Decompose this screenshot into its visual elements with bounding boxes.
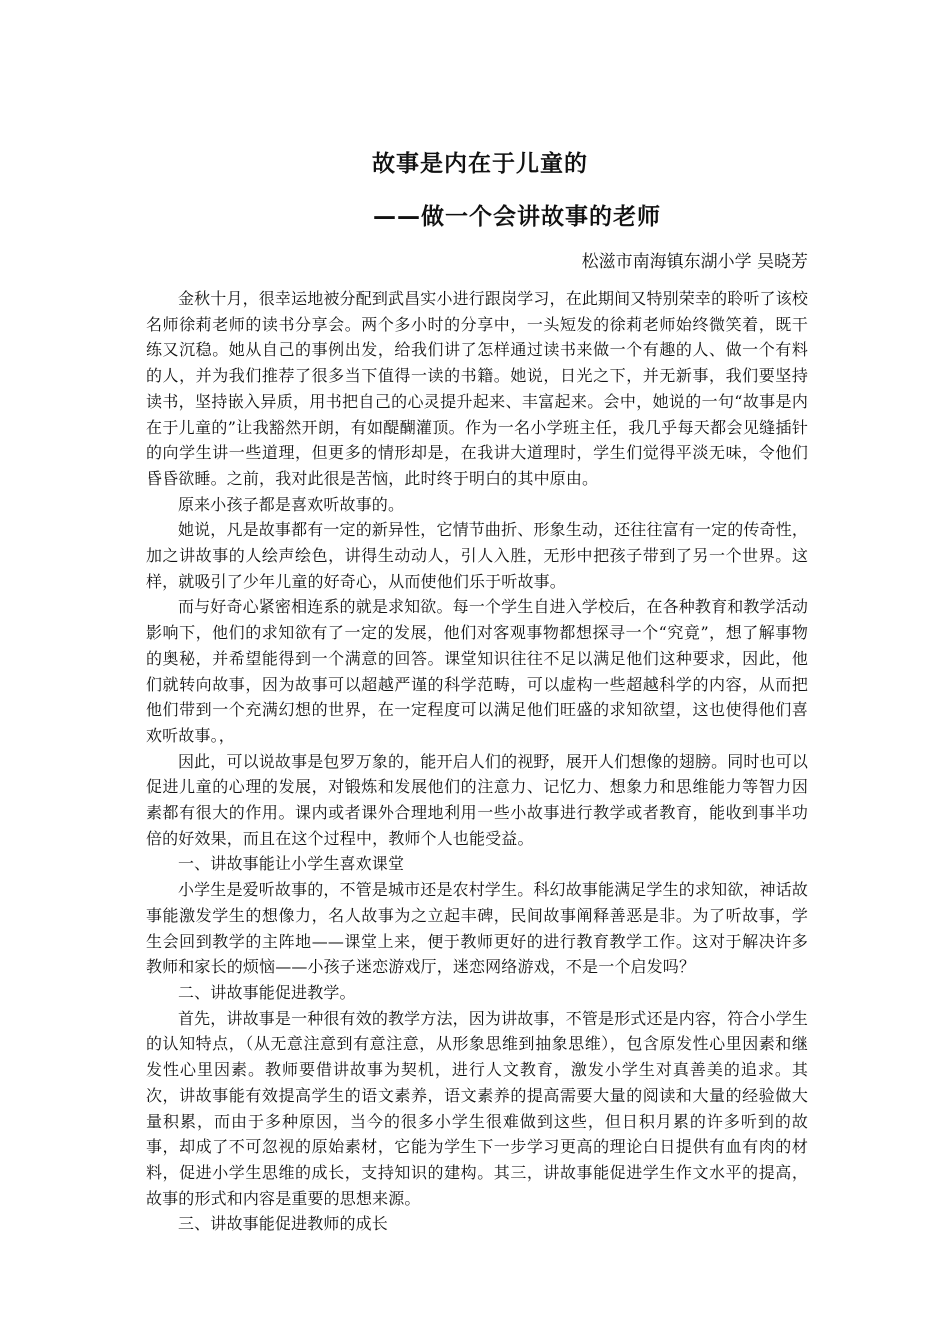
section-heading: 一、讲故事能让小学生喜欢课堂 xyxy=(178,854,405,874)
article-body xyxy=(146,286,808,1237)
section-heading: 二、讲故事能促进教学。 xyxy=(178,982,356,1002)
paragraph: 小学生是爱听故事的，不管是城市还是农村学生。科幻故事能满足学生的求知欲，神话故事能激发学生的想像力，名人故事为之立起丰碑，民间故事阐释善恶是非。为了听故事，学生会回到教学的主阵地——课堂上来，便于教师更好的进行教育教学工作。这对于解决许多教师和家长的烦恼——小孩子迷恋游戏厅，迷恋网络游戏，不是一个启发吗？ xyxy=(146,880,808,977)
paragraph: 金秋十月，很幸运地被分配到武昌实小进行跟岗学习，在此期间又特别荣幸的聆听了该校名师徐莉老师的读书分享会。两个多小时的分享中，一头短发的徐莉老师始终微笑着，既干练又沉稳。她从自己的事例出发，给我们讲了怎样通过读书来做一个有趣的人、做一个有料的人，并为我们推荐了很多当下值得一读的书籍。她说，日光之下，并无新事，我们要坚持读书，坚持嵌入异质，用书把自己的心灵提升起来、丰富起来。会中，她说的一句“故事是内在于儿童的”让我豁然开朗，有如醍醐灌顶。作为一名小学班主任，我几乎每天都会见缝插针的向学生讲一些道理，但更多的情形却是，在我讲大道理时，学生们觉得平淡无味，令他们昏昏欲睡。之前，我对此很是苦恼，此时终于明白的其中原由。 xyxy=(146,289,808,488)
paragraph: 她说，凡是故事都有一定的新异性，它情节曲折、形象生动，还往往富有一定的传奇性，加之讲故事的人绘声绘色，讲得生动动人，引人入胜，无形中把孩子带到了另一个世界。这样，就吸引了少年儿童的好奇心，从而使他们乐于听故事。 xyxy=(146,520,808,591)
page-title: 故事是内在于儿童的 xyxy=(372,151,588,177)
author-line: 松滋市南海镇东湖小学 吴晓芳 xyxy=(581,252,808,272)
paragraph: 首先，讲故事是一种很有效的教学方法，因为讲故事，不管是形式还是内容，符合小学生的认知特点，（从无意注意到有意注意，从形象思维到抽象思维），包含原发性心里因素和继发性心里因素。教师要借讲故事为契机，进行人文教育，激发小学生对真善美的追求。其次，讲故事能有效提高学生的语文素养，语文素养的提高需要大量的阅读和大量的经验做大量积累，而由于多种原因，当今的很多小学生很难做到这些，但日积月累的许多听到的故事，却成了不可忽视的原始素材，它能为学生下一步学习更高的理论白日提供有血有肉的材料，促进小学生思维的成长，支持知识的建构。其三，讲故事能促进学生作文水平的提高，故事的形式和内容是重要的思想来源。 xyxy=(146,1008,808,1208)
paragraph: 而与好奇心紧密相连系的就是求知欲。每一个学生自进入学校后，在各种教育和教学活动影响下，他们的求知欲有了一定的发展，他们对客观事物都想探寻一个“究竟”，想了解事物的奥秘，并希望能得到一个满意的回答。课堂知识往往不足以满足他们这种要求，因此，他们就转向故事，因为故事可以超越严谨的科学范畴，可以虚构一些超越科学的内容，从而把他们带到一个充满幻想的世界，在一定程度可以满足他们旺盛的求知欲望，这也使得他们喜欢听故事。， xyxy=(146,597,808,745)
paragraph: 原来小孩子都是喜欢听故事的。 xyxy=(178,494,405,514)
section-heading: 三、讲故事能促进教师的成长 xyxy=(178,1214,388,1234)
page-subtitle: ——做一个会讲故事的老师 xyxy=(373,204,661,230)
paragraph: 因此，可以说故事是包罗万象的，能开启人们的视野，展开人们想像的翅膀。同时也可以促进儿童的心理的发展，对锻炼和发展他们的注意力、记忆力、想象力和思维能力等智力因素都有很大的作用。课内或者课外合理地利用一些小故事进行教学或者教育，能收到事半功倍的好效果，而且在这个过程中，教师个人也能受益。 xyxy=(146,751,808,848)
